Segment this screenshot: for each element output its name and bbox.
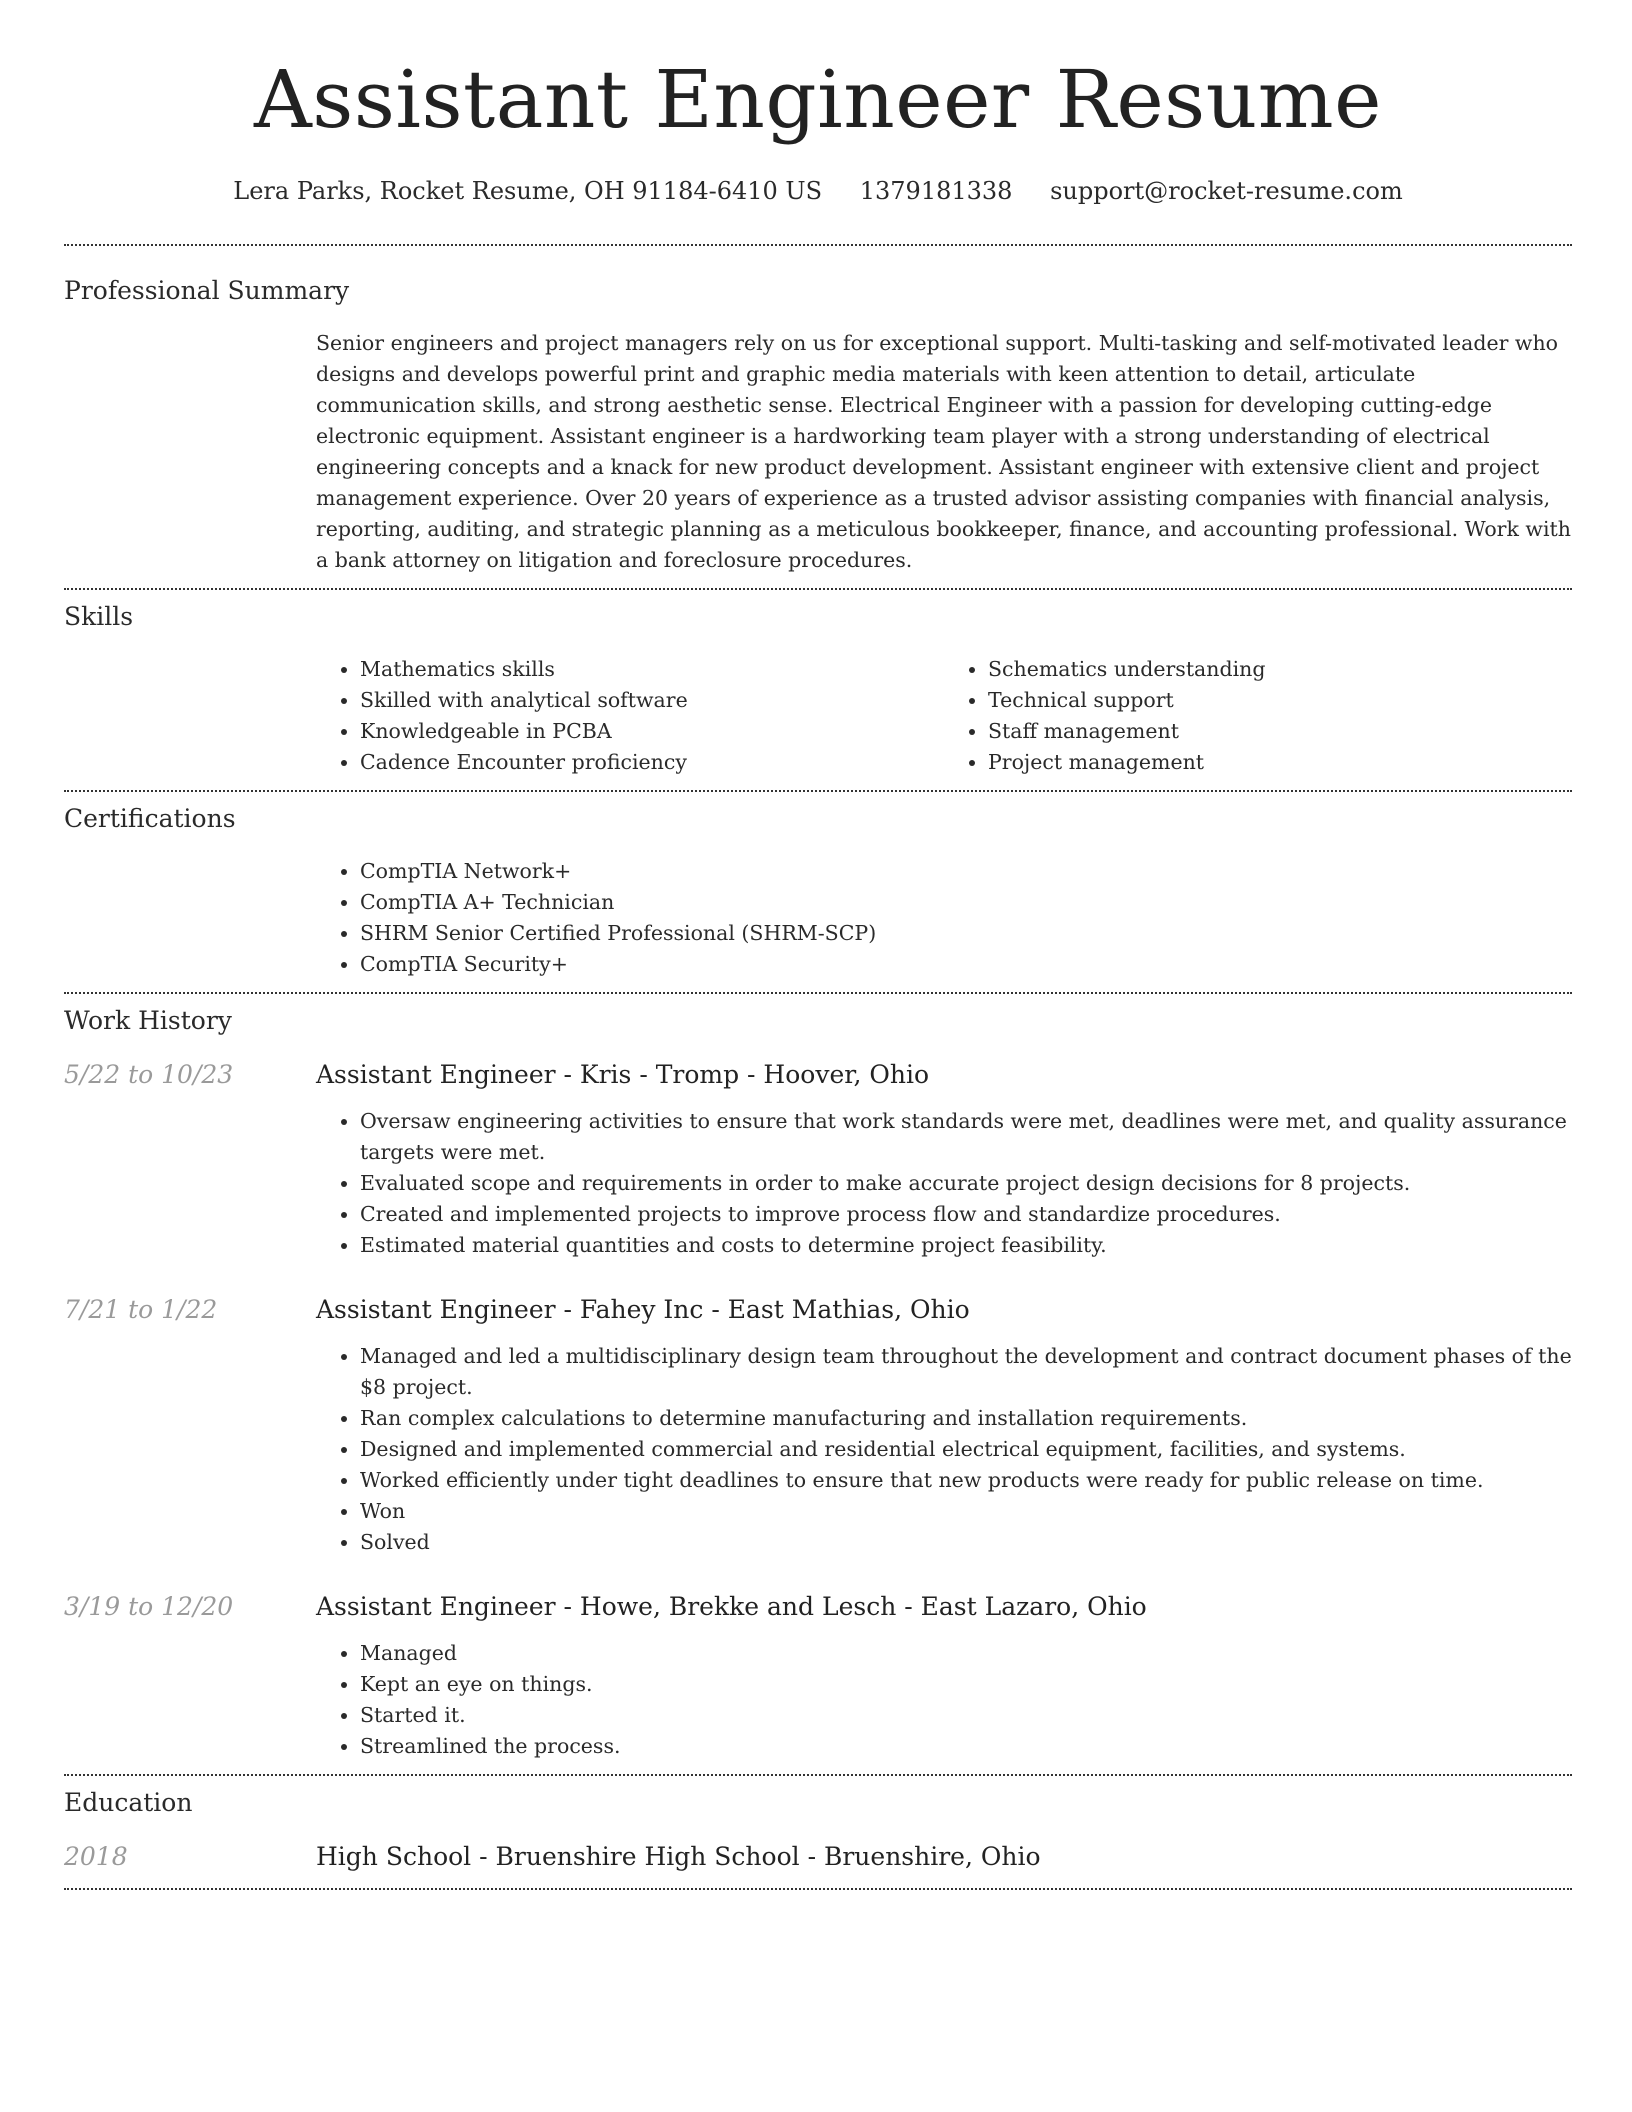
certification-item: • CompTIA Security+ bbox=[360, 949, 1572, 980]
job-bullet: • Worked efficiently under tight deadlines to ensure that new products were ready for public release on time. bbox=[360, 1465, 1572, 1496]
job-bullet: • Managed bbox=[360, 1638, 1572, 1669]
job-bullet: • Designed and implemented commercial and residential electrical equipment, facilities, and systems. bbox=[360, 1434, 1572, 1465]
job-header: Assistant Engineer - Fahey Inc - East Mathias, Ohio bbox=[316, 1295, 970, 1324]
summary-heading: Professional Summary bbox=[64, 276, 350, 305]
certification-item: • CompTIA Network+ bbox=[360, 856, 1572, 887]
resume-page bbox=[64, 0, 1572, 1890]
resume-title: Assistant Engineer Resume bbox=[254, 53, 1382, 146]
job-entry bbox=[64, 1058, 1572, 1261]
contact-address: Lera Parks, Rocket Resume, OH 91184-6410 US bbox=[233, 177, 823, 205]
job-bullets bbox=[316, 1341, 1572, 1558]
skills-list-left bbox=[316, 654, 944, 778]
job-dates: 7/21 to 1/22 bbox=[64, 1295, 218, 1324]
job-bullet: • Streamlined the process. bbox=[360, 1731, 1572, 1762]
skill-item: • Skilled with analytical software bbox=[360, 685, 944, 716]
job-bullet: • Evaluated scope and requirements in order to make accurate project design decisions for 8 projects. bbox=[360, 1168, 1572, 1199]
certifications-heading: Certifications bbox=[64, 804, 236, 833]
contact-line bbox=[64, 174, 1572, 208]
skill-item: • Knowledgeable in PCBA bbox=[360, 716, 944, 747]
job-bullet: • Ran complex calculations to determine manufacturing and installation requirements. bbox=[360, 1403, 1572, 1434]
section-divider bbox=[64, 1888, 1572, 1890]
skill-item: • Cadence Encounter proficiency bbox=[360, 747, 944, 778]
skill-item: • Mathematics skills bbox=[360, 654, 944, 685]
skill-item: • Technical support bbox=[988, 685, 1572, 716]
certification-item: • CompTIA A+ Technician bbox=[360, 887, 1572, 918]
job-bullets bbox=[316, 1638, 1572, 1762]
job-bullet: • Solved bbox=[360, 1527, 1572, 1558]
job-bullet: • Won bbox=[360, 1496, 1572, 1527]
summary-section bbox=[64, 246, 1572, 588]
job-entry bbox=[64, 1293, 1572, 1558]
education-year: 2018 bbox=[64, 1842, 128, 1871]
job-dates: 5/22 to 10/23 bbox=[64, 1060, 234, 1089]
skill-item: • Staff management bbox=[988, 716, 1572, 747]
certifications-list bbox=[316, 856, 1572, 980]
skill-item: • Project management bbox=[988, 747, 1572, 778]
education-heading: Education bbox=[64, 1788, 193, 1817]
job-entry bbox=[64, 1590, 1572, 1774]
contact-phone: 1379181338 bbox=[859, 177, 1013, 205]
skills-heading: Skills bbox=[64, 602, 134, 631]
job-bullet: • Oversaw engineering activities to ensure that work standards were met, deadlines were met, and quality assurance targets were met. bbox=[360, 1106, 1572, 1168]
certification-item: • SHRM Senior Certified Professional (SHRM-SCP) bbox=[360, 918, 1572, 949]
job-dates: 3/19 to 12/20 bbox=[64, 1592, 234, 1621]
certifications-section bbox=[64, 792, 1572, 992]
skills-list-right bbox=[944, 654, 1572, 778]
skills-section bbox=[64, 590, 1572, 790]
education-section bbox=[64, 1776, 1572, 1888]
job-bullet: • Created and implemented projects to improve process flow and standardize procedures. bbox=[360, 1199, 1572, 1230]
job-bullet: • Estimated material quantities and costs to determine project feasibility. bbox=[360, 1230, 1572, 1261]
job-bullet: • Kept an eye on things. bbox=[360, 1669, 1572, 1700]
education-entry: High School - Bruenshire High School - Bruenshire, Ohio bbox=[316, 1842, 1041, 1871]
skill-item: • Schematics understanding bbox=[988, 654, 1572, 685]
work-history-section bbox=[64, 994, 1572, 1774]
job-header: Assistant Engineer - Howe, Brekke and Lesch - East Lazaro, Ohio bbox=[316, 1592, 1147, 1621]
job-header: Assistant Engineer - Kris - Tromp - Hoover, Ohio bbox=[316, 1060, 930, 1089]
summary-text: Senior engineers and project managers rely on us for exceptional support. Multi-tasking and self-motivated leader who designs and develops powerful print and graphic media materials with keen attention to detail, articulate communication skills, and strong aesthetic sense. Electrical Engineer with a passion for developing cutting-edge electronic equipment. Assistant engineer is a hardworking team player with a strong understanding of electrical engineering concepts and a knack for new product development. Assistant engineer with extensive client and project management experience. Over 20 years of experience as a trusted advisor assisting companies with financial analysis, reporting, auditing, and strategic planning as a meticulous bookkeeper, finance, and accounting professional. Work with a bank attorney on litigation and foreclosure procedures. bbox=[316, 331, 1571, 572]
contact-email: support@rocket-resume.com bbox=[1050, 177, 1403, 205]
job-bullet: • Started it. bbox=[360, 1700, 1572, 1731]
job-bullets bbox=[316, 1106, 1572, 1261]
work-history-heading: Work History bbox=[64, 1006, 232, 1035]
job-bullet: • Managed and led a multidisciplinary design team throughout the development and contract document phases of the $8 project. bbox=[360, 1341, 1572, 1403]
